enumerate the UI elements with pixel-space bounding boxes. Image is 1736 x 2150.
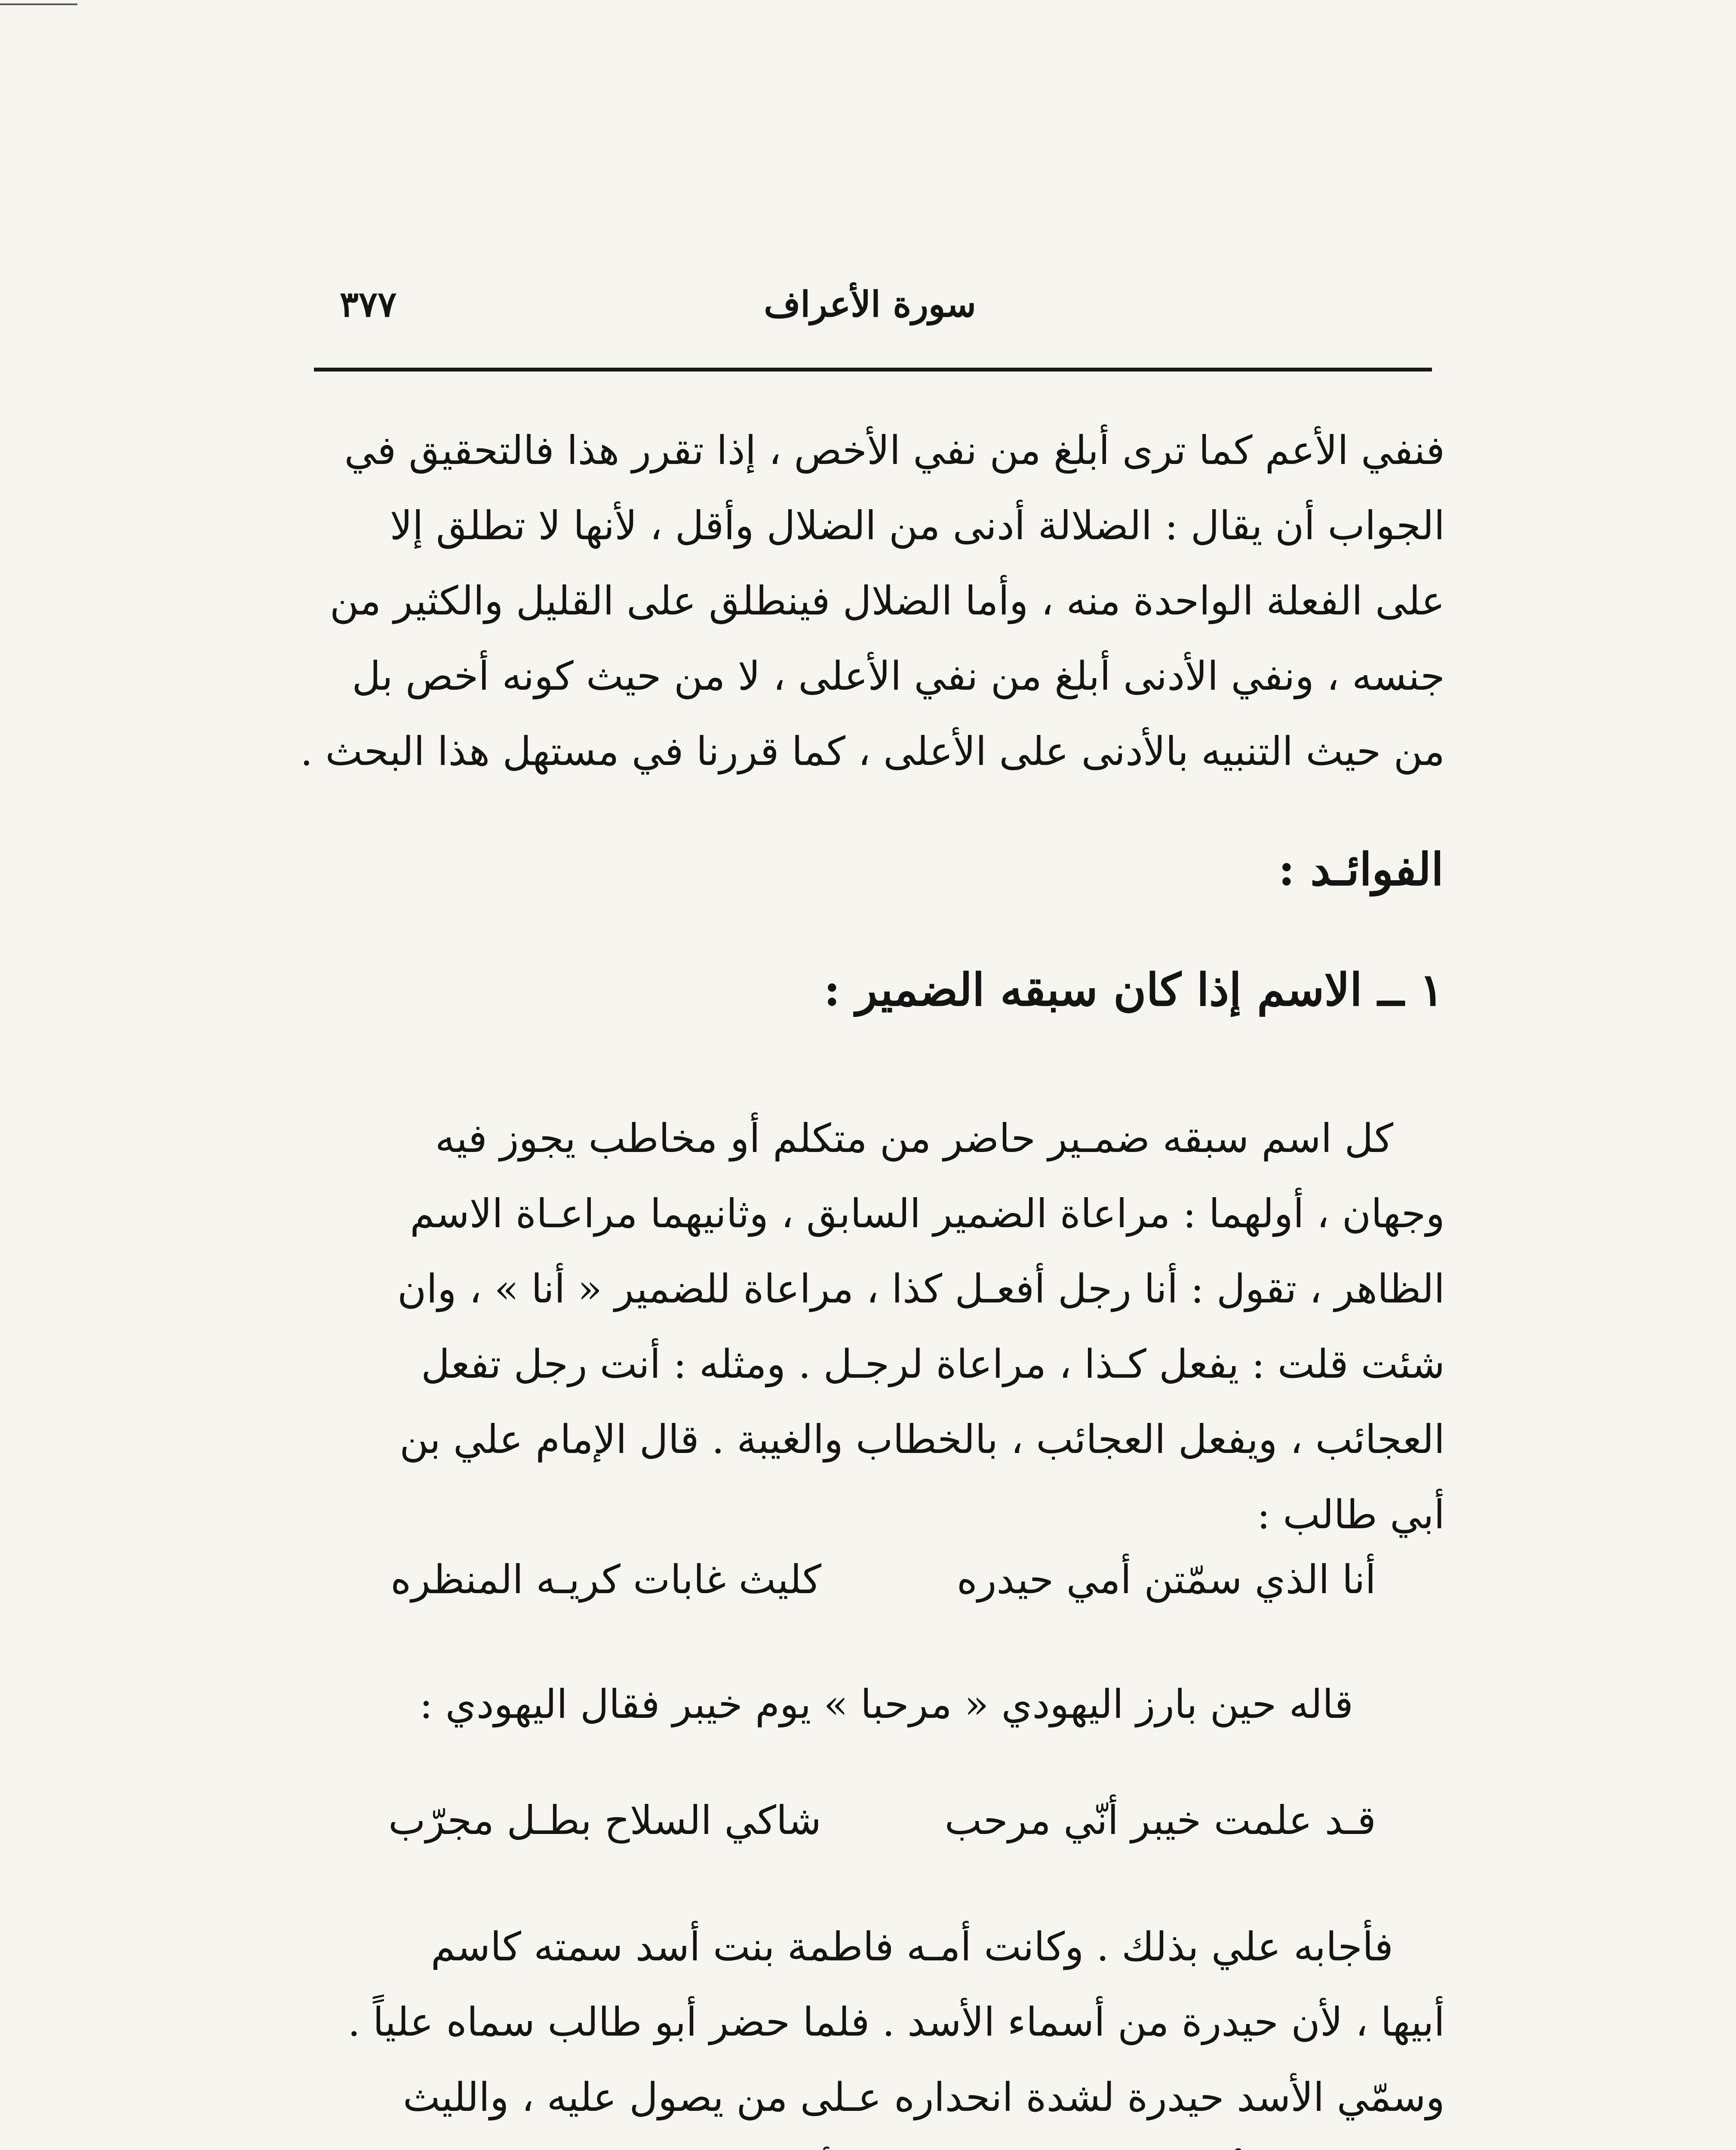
text-line: كل اسم سبقه ضمـير حاضر من متكلم أو مخاطب يجوز فيه	[435, 1115, 1393, 1161]
text-line: الظاهر ، تقول : أنا رجل أفعـل كذا ، مراعاة للضمير « أنا » ، وان	[397, 1266, 1445, 1312]
text-line: وسمّي الأسد حيدرة لشدة انحداره عـلى من يصول عليه ، والليث	[403, 2074, 1445, 2120]
text-line: الجواب أن يقال : الضلالة أدنى من الضلال وأقل ، لأنها لا تطلق إلا	[390, 503, 1445, 549]
text-line: أبيها ، لأن حيدرة من أسماء الأسد . فلما حضر أبو طالب سماه علياً .	[347, 1999, 1445, 2045]
text-line: جنسه ، ونفي الأدنى أبلغ من نفي الأعلى ، لا من حيث كونه أخص بل	[352, 653, 1445, 699]
paragraph-1	[292, 413, 1445, 789]
verse-hemistich: أنا الذي سمّتن أمي حيدره	[956, 1557, 1376, 1603]
paragraph-2	[292, 1101, 1445, 1552]
section-heading: الفوائـد :	[1278, 843, 1444, 896]
text-line: فنفي الأعم كما ترى أبلغ من نفي الأخص ، إذا تقرر هذا فالتحقيق في	[344, 427, 1445, 473]
verse-hemistich: كليث غابات كريـه المنظره	[390, 1557, 821, 1603]
page-header	[314, 284, 1432, 340]
text-line: العجائب ، ويفعل العجائب ، بالخطاب والغيبة . قال الإمام علي بن	[399, 1416, 1445, 1462]
text-line	[292, 2135, 1445, 2150]
text-line: شئت قلت : يفعل كـذا ، مراعاة لرجـل . ومثله : أنت رجل تفعل	[421, 1341, 1445, 1387]
page-number: ٣٧٧	[340, 284, 397, 325]
verse-hemistich: شاكي السلاح بطـل مجرّب	[388, 1797, 821, 1843]
verse-2	[344, 1797, 1376, 1862]
text-line: وجهان ، أولهما : مراعاة الضمير السابق ، وثانيهما مراعـاة الاسم	[410, 1191, 1445, 1237]
text-line: فأجابه علي بذلك . وكانت أمـه فاطمة بنت أسد سمته كاسم	[430, 1924, 1393, 1970]
text-line: من حيث التنبيه بالأدنى على الأعلى ، كما قررنا في مستهل هذا البحث .	[300, 728, 1445, 774]
text-line: على الفعلة الواحدة منه ، وأما الضلال فينطلق على القليل والكثير من	[329, 578, 1445, 624]
verse-hemistich: قـد علمت خيبر أنّي مرحب	[944, 1797, 1376, 1843]
verse-1	[344, 1557, 1376, 1621]
corner-scan-mark	[0, 3, 77, 5]
header-rule	[314, 368, 1432, 372]
surah-title: سورة الأعراف	[764, 284, 976, 325]
subheading: ١ ــ الاسم إذا كان سبقه الضمير :	[823, 963, 1444, 1016]
verse-introduction: قاله حين بارز اليهودي « مرحبا » يوم خيبر فقال اليهودي :	[419, 1681, 1353, 1727]
paragraph-3	[292, 1909, 1445, 2150]
text-line: أبي طالب :	[1257, 1492, 1445, 1538]
